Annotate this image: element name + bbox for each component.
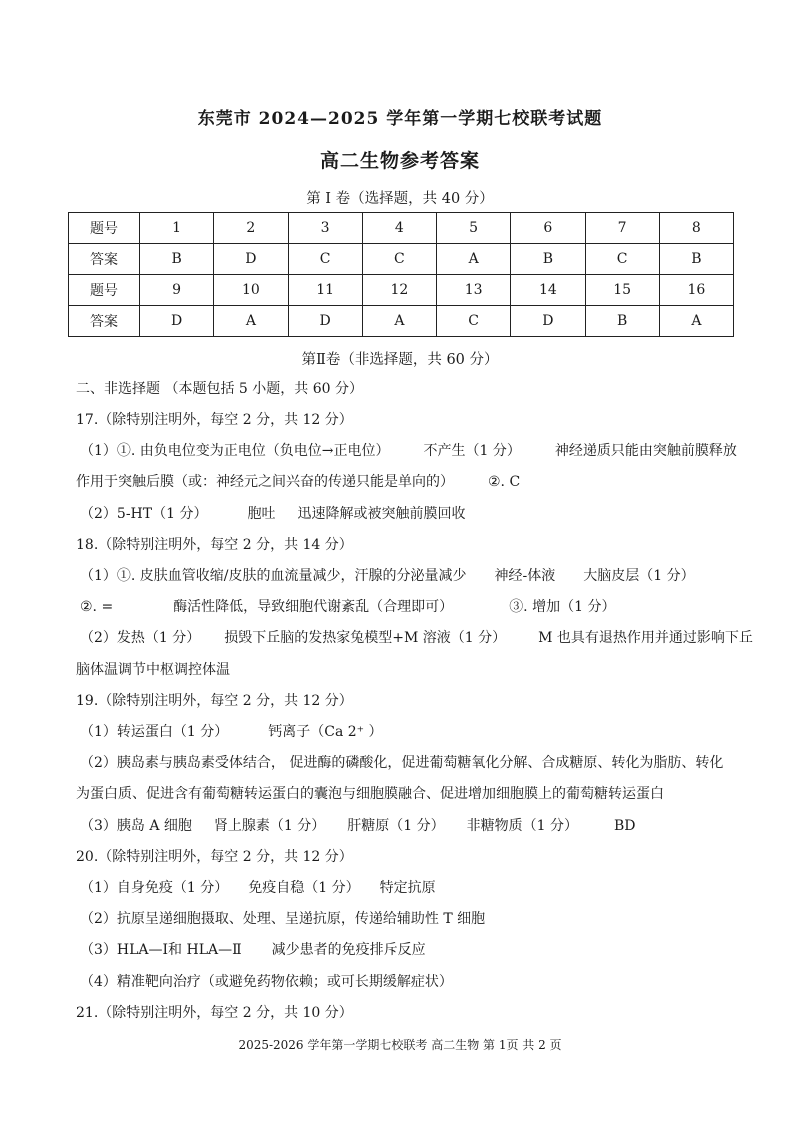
table-cell: 10 [214, 275, 288, 306]
answer-line [76, 409, 353, 429]
table-cell: 2 [214, 213, 288, 244]
answer-line [80, 815, 636, 835]
answer-text: 损毁下丘脑的发热家兔模型+M 溶液（1 分） [224, 630, 507, 647]
answer-text: 酶活性降低，导致细胞代谢紊乱（合理即可） [173, 599, 454, 616]
answer-text: 18.（除特别注明外，每空 2 分，共 14 分） [76, 536, 353, 553]
section-intro: 二、非选择题 （本题包括 5 小题，共 60 分） [76, 381, 363, 397]
answer-text: 作用于突触后膜（或：神经元之间兴奋的传递只能是单向的） [76, 474, 454, 491]
answer-text: （2）抗原呈递细胞摄取、处理、呈递抗原，传递给辅助性 T 细胞 [80, 911, 486, 928]
answer-text: 17.（除特别注明外，每空 2 分，共 12 分） [76, 412, 353, 428]
table-cell: 5 [437, 213, 511, 244]
answer-line [76, 471, 520, 491]
answer-text: ②. C [488, 474, 521, 491]
answer-text: （2）5-HT（1 分） [80, 505, 208, 522]
answer-line [80, 971, 453, 991]
answer-text: 迅速降解或被突触前膜回收 [297, 505, 466, 522]
answer-text: 神经-体液 [494, 568, 556, 584]
answer-text: 20.（除特别注明外，每空 2 分，共 12 分） [76, 848, 353, 865]
answer-line [80, 627, 753, 647]
answer-text: （1）转运蛋白（1 分） [80, 724, 229, 740]
answer-text: （2）发热（1 分） [80, 630, 201, 647]
answer-line [80, 877, 436, 897]
table-cell: 3 [288, 213, 362, 244]
table-row-header: 答案 [69, 306, 140, 337]
table-cell: C [362, 244, 436, 275]
table-cell: 14 [511, 275, 585, 306]
answer-text: 神经递质只能由突触前膜释放 [554, 443, 737, 460]
answer-line [76, 846, 353, 866]
answer-text: 肝糖原（1 分） [347, 817, 445, 834]
answer-table [68, 212, 734, 337]
answer-text: M 也具有退热作用并通过影响下丘 [538, 630, 753, 647]
answer-line [80, 440, 737, 460]
table-cell: 15 [585, 275, 659, 306]
answer-text: （1）自身免疫（1 分） [80, 880, 229, 896]
answer-line [80, 565, 695, 585]
answer-text: ③. 增加（1 分） [509, 599, 616, 616]
table-cell: A [437, 244, 511, 275]
answer-line [80, 596, 615, 616]
table-cell: B [585, 306, 659, 337]
answer-text: （1）①. 由负电位变为正电位（负电位→正电位） [80, 443, 390, 460]
table-cell: 7 [585, 213, 659, 244]
answer-line [80, 503, 465, 523]
table-cell: B [659, 244, 733, 275]
table-row-header: 题号 [69, 275, 140, 306]
part2-header: 第Ⅱ卷（非选择题，共 60 分） [301, 352, 499, 368]
answer-line [76, 659, 230, 679]
answer-line [76, 1002, 353, 1022]
answer-text: （3）HLA—Ⅰ和 HLA—Ⅱ [80, 942, 242, 959]
answer-text: 脑体温调节中枢调控体温 [76, 661, 230, 678]
table-row-header: 题号 [69, 213, 140, 244]
table-cell: D [288, 306, 362, 337]
table-cell: C [288, 244, 362, 275]
answer-line [76, 534, 353, 554]
table-cell: D [511, 306, 585, 337]
answer-text: 肾上腺素（1 分） [213, 817, 326, 834]
table-cell: 1 [140, 213, 214, 244]
table-cell: 9 [140, 275, 214, 306]
table-row [69, 213, 734, 244]
answer-text: 减少患者的免疫排斥反应 [271, 942, 426, 959]
answer-line [76, 783, 664, 803]
answer-text: 21.（除特别注明外，每空 2 分，共 10 分） [76, 1004, 353, 1021]
answer-text: 19.（除特别注明外，每空 2 分，共 12 分） [76, 692, 353, 709]
page-footer: 2025-2026 学年第一学期七校联考 高二生物 第 1页 共 2 页 [238, 1038, 562, 1052]
table-cell: 16 [659, 275, 733, 306]
table-row [69, 244, 734, 275]
answer-text: （4）精准靶向治疗（或避免药物依赖；或可长期缓解症状） [80, 973, 453, 990]
answer-text: （1）①. 皮肤血管收缩/皮肤的血流量减少，汗腺的分泌量减少 [80, 568, 467, 584]
answer-text: ②. = [80, 599, 114, 616]
table-row [69, 275, 734, 306]
answer-line [80, 721, 383, 741]
table-cell: 4 [362, 213, 436, 244]
table-cell: B [511, 244, 585, 275]
answer-text: 不产生（1 分） [423, 443, 521, 460]
answer-text: 大脑皮层（1 分） [583, 568, 695, 584]
answer-text: 为蛋白质、促进含有葡萄糖转运蛋白的囊泡与细胞膜融合、促进增加细胞膜上的葡萄糖转运蛋白 [76, 786, 664, 803]
table-cell: C [437, 306, 511, 337]
answer-text: 钙离子（Ca 2⁺ ） [268, 724, 383, 740]
answer-line [80, 908, 485, 928]
exam-title: 东莞市 2024—2025 学年第一学期七校联考试题 [197, 109, 603, 129]
table-row-header: 答案 [69, 244, 140, 275]
table-cell: D [214, 244, 288, 275]
answer-text: 免疫自稳（1 分） [248, 880, 360, 896]
table-cell: D [140, 306, 214, 337]
table-cell: A [362, 306, 436, 337]
answer-line [80, 939, 426, 959]
table-row [69, 306, 734, 337]
answer-text: 胞吐 [247, 505, 276, 522]
table-cell: B [140, 244, 214, 275]
answer-text: 非糖物质（1 分） [466, 817, 578, 834]
answer-line [80, 752, 723, 772]
table-cell: 12 [362, 275, 436, 306]
table-cell: 11 [288, 275, 362, 306]
table-cell: A [659, 306, 733, 337]
table-cell: A [214, 306, 288, 337]
answer-text: BD [614, 817, 636, 834]
part1-header: 第 I 卷（选择题，共 40 分） [306, 191, 494, 207]
table-cell: C [585, 244, 659, 275]
answer-text: （3）胰岛 A 细胞 [80, 817, 192, 834]
answer-line [76, 690, 353, 710]
answer-key-subtitle: 高二生物参考答案 [319, 150, 480, 172]
table-cell: 13 [437, 275, 511, 306]
answer-text: 特定抗原 [379, 880, 436, 896]
table-cell: 8 [659, 213, 733, 244]
table-cell: 6 [511, 213, 585, 244]
answer-text: （2）胰岛素与胰岛素受体结合， 促进酶的磷酸化，促进葡萄糖氧化分解、合成糖原、转化为脂肪、转化 [80, 755, 724, 772]
